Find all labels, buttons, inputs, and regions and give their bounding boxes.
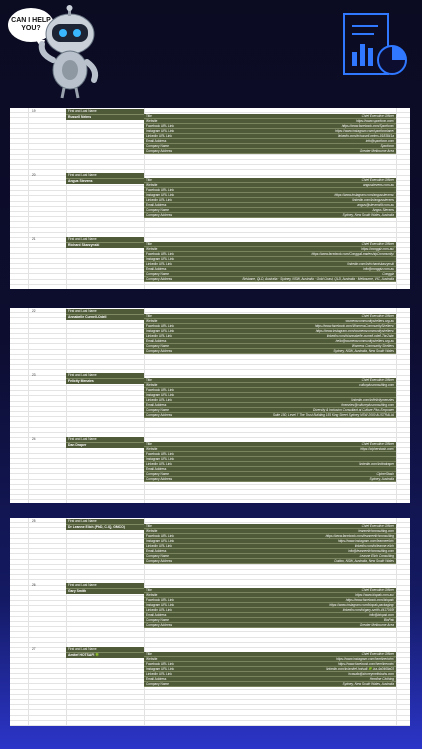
person-name: Russell Nelms: [68, 114, 92, 119]
record-name-header[interactable]: [66, 437, 144, 448]
field-label: LinkedIn URL Link: [146, 262, 172, 267]
field-value[interactable]: Womens Community Shelters: [351, 344, 394, 349]
field-label: Facebook URL Link: [146, 534, 174, 539]
field-label: Website: [146, 657, 158, 662]
spreadsheet-page: [10, 108, 410, 289]
field-label: LinkedIn URL Link: [146, 198, 172, 203]
field-value[interactable]: BioPak: [383, 618, 394, 623]
record-number: 21: [32, 237, 36, 242]
field-label: Facebook URL Link: [146, 452, 174, 457]
spreadsheet-page: [10, 518, 410, 726]
field-row[interactable]: [144, 349, 396, 354]
field-value[interactable]: fmenzies@cultureplusconsulting.com: [341, 403, 394, 408]
grid-row-line: [10, 285, 410, 289]
field-label: Instagram URL Link: [146, 193, 175, 198]
name-heading-label: First and Last Name: [66, 583, 144, 589]
field-label: LinkedIn URL Link: [146, 672, 172, 677]
field-value[interactable]: Sporticon: [380, 144, 394, 149]
record-name-header[interactable]: [66, 173, 144, 184]
field-label: Instagram URL Link: [146, 457, 175, 462]
field-label: Website: [146, 319, 158, 324]
field-value[interactable]: Greater Melbourne Area: [359, 149, 394, 154]
field-label: LinkedIn URL Link: [146, 398, 172, 403]
field-label: Facebook URL Link: [146, 324, 174, 329]
document-chart-icon: [338, 12, 410, 84]
field-label: Website: [146, 183, 158, 188]
field-row[interactable]: [144, 682, 396, 687]
field-label: Title: [146, 314, 152, 319]
field-label: Facebook URL Link: [146, 124, 174, 129]
record-number: 24: [32, 437, 36, 442]
field-label: Website: [146, 383, 158, 388]
field-label: Instagram URL Link: [146, 129, 175, 134]
field-value[interactable]: https://www.instagram.com/angusstevens/: [334, 193, 394, 198]
field-label: Email Address: [146, 549, 167, 554]
field-row[interactable]: [144, 623, 396, 628]
field-value[interactable]: Chief Executive Officer: [361, 588, 394, 593]
person-name: Annabelle Curnell-Odell: [68, 314, 107, 319]
field-value[interactable]: Sydney, New South Wales, Australia: [342, 682, 394, 687]
name-heading-label: First and Last Name: [66, 519, 144, 525]
field-row[interactable]: [144, 149, 396, 154]
field-label: Company Address: [146, 559, 173, 564]
field-value[interactable]: info@leanneelichconsulting.com: [348, 549, 394, 554]
field-value[interactable]: linkedin.com/in/felicitymenzies: [351, 398, 394, 403]
field-label: Email Address: [146, 267, 167, 272]
field-label: Company Name: [146, 554, 170, 559]
field-row[interactable]: [144, 277, 396, 282]
field-label: Facebook URL Link: [146, 662, 174, 667]
field-value[interactable]: https://www.instagram.com/leanneelich/: [338, 539, 394, 544]
field-value[interactable]: Suite 150, Level 7 The Trust Building 155 King Street Sydney NSW 2000 AUSTRALIA: [272, 413, 394, 418]
field-label: Company Name: [146, 344, 170, 349]
field-label: Title: [146, 178, 152, 183]
name-heading-label: First and Last Name: [66, 437, 144, 443]
field-label: Facebook URL Link: [146, 252, 174, 257]
grid-row-line: [10, 500, 410, 503]
field-label: Email Address: [146, 339, 167, 344]
record-name-header[interactable]: [66, 647, 144, 658]
field-label: Instagram URL Link: [146, 667, 175, 672]
field-label: Company Address: [146, 349, 173, 354]
field-value[interactable]: https://www.instagram.com/hemlinerichn/: [336, 657, 394, 662]
field-label: Email Address: [146, 203, 167, 208]
field-label: Facebook URL Link: [146, 188, 174, 193]
field-label: Title: [146, 588, 152, 593]
field-value[interactable]: Chief Executive Officer: [361, 178, 394, 183]
field-label: Facebook URL Link: [146, 388, 174, 393]
name-heading-label: First and Last Name: [66, 173, 144, 179]
person-name: Richard Skarzynski: [68, 242, 100, 247]
name-heading-label: First and Last Name: [66, 373, 144, 379]
field-value[interactable]: Diversity & Inclusion Consultant at Culture Plus Empower: [313, 408, 394, 413]
record-number: 27: [32, 647, 36, 652]
field-value[interactable]: info@biopak.com: [369, 613, 394, 618]
record-number: 20: [32, 173, 36, 178]
field-label: Website: [146, 247, 158, 252]
field-value[interactable]: Chief Executive Officer: [361, 652, 394, 657]
speech-bubble-text: CAN I HELP YOU?: [11, 17, 51, 32]
field-label: Email Address: [146, 467, 167, 472]
record-number: 22: [32, 309, 36, 314]
field-label: Company Address: [146, 477, 173, 482]
field-label: LinkedIn URL Link: [146, 462, 172, 467]
field-label: Email Address: [146, 139, 167, 144]
name-heading-label: First and Last Name: [66, 309, 144, 315]
field-value[interactable]: linkedin.com/in/gary-smith-4417093f: [342, 608, 394, 613]
field-row[interactable]: [144, 559, 396, 564]
field-label: Instagram URL Link: [146, 539, 175, 544]
field-value[interactable]: Leanne Elich Consulting: [359, 554, 394, 559]
field-value[interactable]: info@conggiz.com.au: [363, 267, 394, 272]
field-row[interactable]: [144, 477, 396, 482]
field-value[interactable]: Chief Executive Officer: [361, 378, 394, 383]
field-value[interactable]: linkedin.com/in/annabelle-curnell-odell-7bc2abc: [326, 334, 394, 339]
field-value[interactable]: https://www.facebook.com/hemlinecotn/: [338, 662, 394, 667]
field-label: Company Name: [146, 272, 170, 277]
field-label: Title: [146, 442, 152, 447]
field-value[interactable]: Angus Stevens: [372, 208, 394, 213]
field-value[interactable]: https://www.instagram.com/biopak.packaging/: [329, 603, 394, 608]
record-name-header[interactable]: [66, 373, 144, 384]
field-label: Title: [146, 652, 152, 657]
field-value[interactable]: linkedin.com/in/angusstevens: [352, 198, 394, 203]
person-name: Gary Smith: [68, 588, 87, 593]
field-label: Company Address: [146, 413, 173, 418]
spreadsheet-page: [10, 308, 410, 503]
field-value[interactable]: culturplusconsulting.com: [359, 383, 394, 388]
field-value[interactable]: https://www.facebook.com/leanneelichconsulting: [325, 534, 394, 539]
field-value[interactable]: https://www.facebook.com/biopak/: [345, 598, 394, 603]
person-name: Amitef HOTSAFI 🍀: [68, 652, 100, 657]
person-name: Dr Leanne Elich (PhD, C.IQ, GMCO): [68, 524, 125, 529]
field-value[interactable]: linkedin.com/in/amitef-hotsafi-🍀-ba-4a0469a03: [326, 667, 394, 672]
record-number: 26: [32, 583, 36, 588]
person-name: Angus Stevens: [68, 178, 93, 183]
field-label: Facebook URL Link: [146, 598, 174, 603]
record-number: 23: [32, 373, 36, 378]
person-name: Felicity Menzies: [68, 378, 94, 383]
field-label: Website: [146, 447, 158, 452]
record-name-header[interactable]: [66, 309, 144, 320]
field-label: Company Name: [146, 682, 170, 687]
field-value[interactable]: https://www.biopak.com.au/: [355, 593, 394, 598]
person-name: Dan Draper: [68, 442, 87, 447]
field-label: LinkedIn URL Link: [146, 134, 172, 139]
field-value[interactable]: Conggiz: [382, 272, 394, 277]
header: [0, 0, 422, 100]
field-label: Company Address: [146, 277, 173, 282]
field-label: Company Name: [146, 472, 170, 477]
field-value[interactable]: angusstevens.com.au: [362, 183, 394, 188]
field-value[interactable]: Sydney, Australia: [369, 477, 394, 482]
field-value[interactable]: https://conggiz.com.au/: [361, 247, 394, 252]
field-label: Title: [146, 242, 152, 247]
name-heading-label: First and Last Name: [66, 647, 144, 653]
field-value[interactable]: Chief Executive Officer: [361, 314, 394, 319]
field-value[interactable]: Hemline Clothing: [369, 677, 394, 682]
field-value[interactable]: Brisbane, QLD, Australia · Sydney, NSW, Australia · Gold Coast, QLD, Australia · Melbourne, VIC, Australia: [242, 277, 394, 282]
record-name-header[interactable]: [66, 109, 144, 120]
field-value[interactable]: https://cipherstash.com/: [360, 447, 394, 452]
record-name-header[interactable]: [66, 519, 144, 530]
field-label: Company Address: [146, 213, 173, 218]
field-label: Instagram URL Link: [146, 329, 175, 334]
field-row[interactable]: [144, 213, 396, 218]
field-label: Company Name: [146, 144, 170, 149]
field-value[interactable]: https://www.instagram.com/sporticonlane/: [335, 129, 394, 134]
field-value[interactable]: https://www.facebook.com/CongguiLeadershipCommunity/: [311, 252, 394, 257]
field-label: Instagram URL Link: [146, 257, 175, 262]
name-heading-label: First and Last Name: [66, 109, 144, 115]
field-label: Company Name: [146, 408, 170, 413]
field-label: Website: [146, 529, 158, 534]
field-value[interactable]: linkedin.com/in/leanne-elich: [354, 544, 394, 549]
field-label: Company Address: [146, 149, 173, 154]
record-number: 25: [32, 519, 36, 524]
record-number: 19: [32, 109, 36, 114]
field-value[interactable]: linkedin.com/in/russell-nelms-9183841a: [338, 134, 394, 139]
field-value[interactable]: https://www.sporticon.com/: [356, 119, 394, 124]
field-label: Instagram URL Link: [146, 603, 175, 608]
field-label: Title: [146, 114, 152, 119]
field-label: Website: [146, 119, 158, 124]
field-value[interactable]: Chief Executive Officer: [361, 524, 394, 529]
field-value[interactable]: Greater Melbourne Area: [359, 623, 394, 628]
field-value[interactable]: Sydney, NSW, Australia, New South Wales: [333, 349, 394, 354]
field-label: Company Name: [146, 618, 170, 623]
field-value[interactable]: Chief Executive Officer: [361, 442, 394, 447]
field-row[interactable]: [144, 413, 396, 418]
field-value[interactable]: linkedin.com/in/dndraper: [359, 462, 394, 467]
field-value[interactable]: hcasafa@shoreymeltobahs.com: [348, 672, 394, 677]
field-value[interactable]: Chief Executive Officer: [361, 242, 394, 247]
field-value[interactable]: linkedin.com/in/richardskarzynski: [347, 262, 394, 267]
field-value[interactable]: angus@stevensfit.com.au: [357, 203, 394, 208]
name-heading-label: First and Last Name: [66, 237, 144, 243]
record-name-header[interactable]: [66, 237, 144, 248]
field-value[interactable]: Dubbo, NSW, Australia, New South Wales: [334, 559, 394, 564]
field-label: Email Address: [146, 613, 167, 618]
field-value[interactable]: Sydney, New South Wales, Australia: [342, 213, 394, 218]
field-label: Title: [146, 378, 152, 383]
field-value[interactable]: CipherStash: [376, 472, 394, 477]
field-label: Company Name: [146, 208, 170, 213]
field-label: Company Address: [146, 623, 173, 628]
field-label: LinkedIn URL Link: [146, 334, 172, 339]
field-label: LinkedIn URL Link: [146, 608, 172, 613]
field-value[interactable]: leannelichconsulting.com: [358, 529, 394, 534]
field-value[interactable]: info@sporticon.com: [365, 139, 394, 144]
field-label: Email Address: [146, 677, 167, 682]
field-value[interactable]: hello@womenscommunityshelters.org.au: [335, 339, 394, 344]
field-label: Website: [146, 593, 158, 598]
field-value[interactable]: https://www.facebook.com/Sporticon/: [341, 124, 394, 129]
field-value[interactable]: womenscommunityshelters.org.au: [345, 319, 394, 324]
robot-icon: [34, 4, 106, 100]
field-label: Email Address: [146, 403, 167, 408]
field-value[interactable]: https://www.instagram.com/womenscommunityshelters/: [315, 329, 394, 334]
field-value[interactable]: Chief Executive Officer: [361, 114, 394, 119]
field-value[interactable]: https://www.facebook.com/WomensCommunityShelters/: [314, 324, 394, 329]
field-label: Instagram URL Link: [146, 393, 175, 398]
record-name-header[interactable]: [66, 583, 144, 594]
field-label: Title: [146, 524, 152, 529]
field-label: LinkedIn URL Link: [146, 544, 172, 549]
